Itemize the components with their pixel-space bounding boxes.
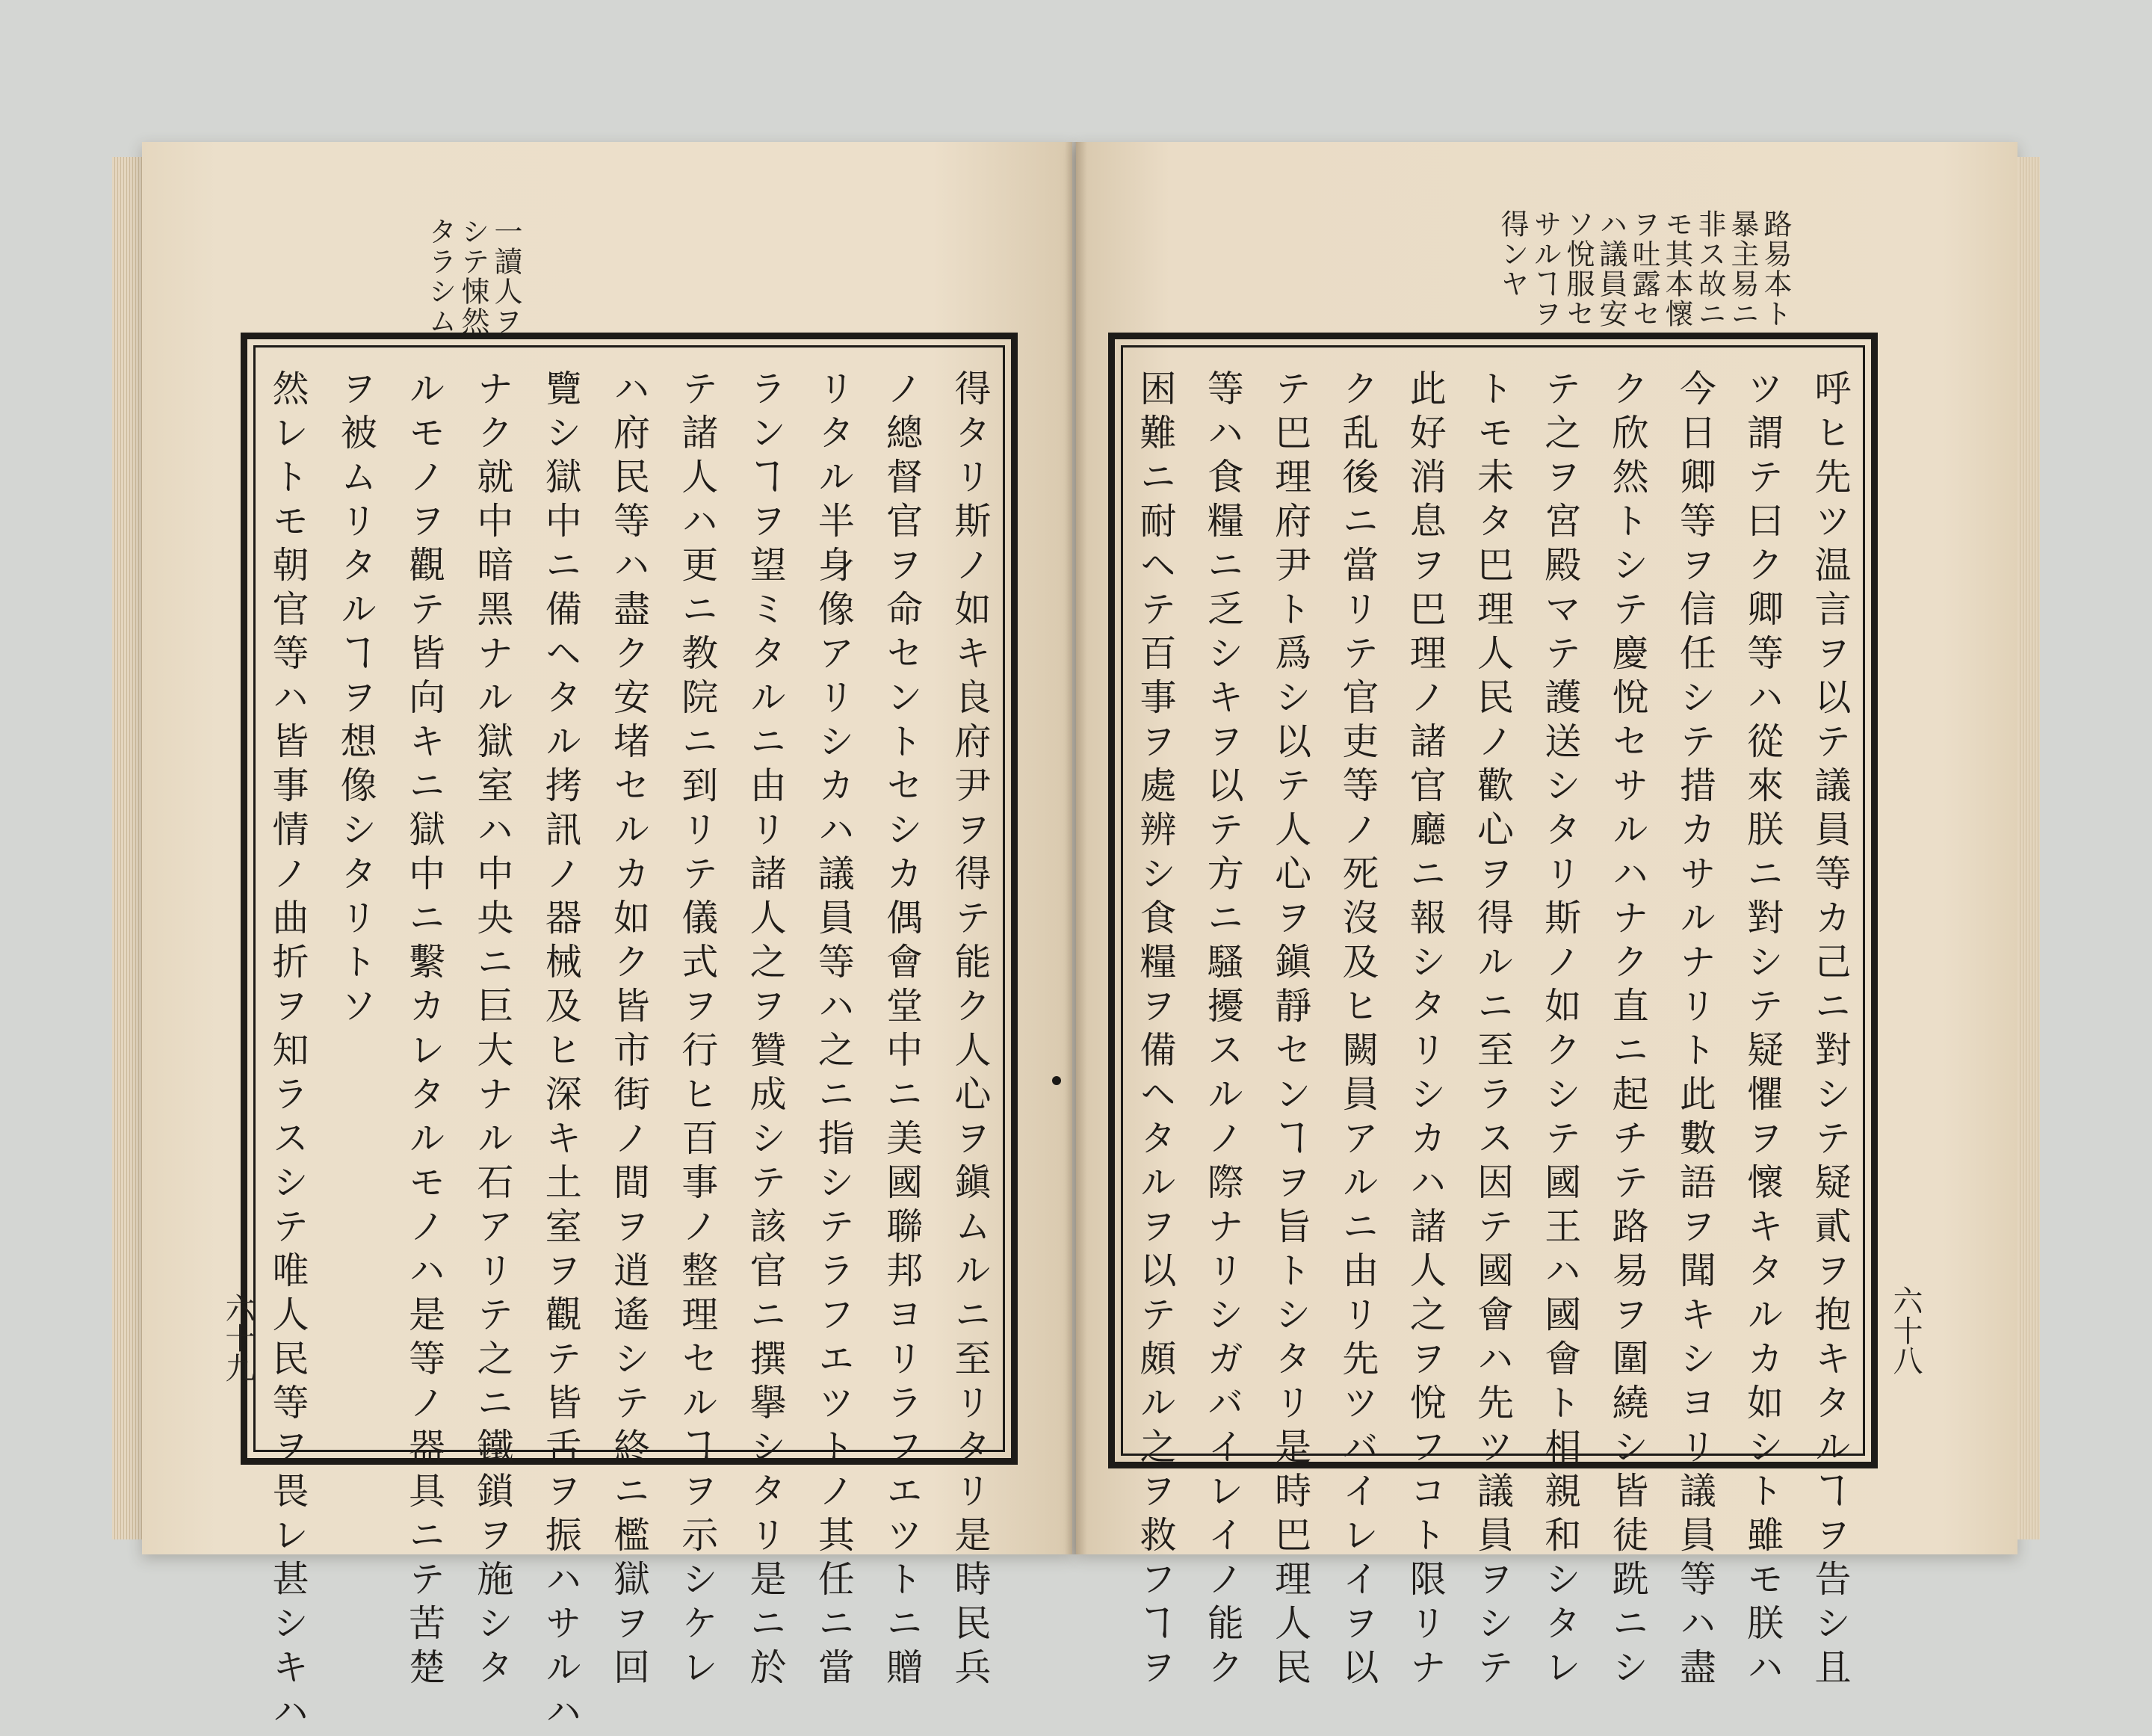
text-column: ランヿヲ望ミタルニ由リ諸人之ヲ贊成シテ該官ニ撰擧シタリ是ニ於 xyxy=(744,369,788,1692)
left-text-columns xyxy=(267,369,992,1736)
right-page-edges xyxy=(2018,157,2040,1539)
text-column: 困難ニ耐ヘテ百事ヲ處辨シ食糧ヲ備ヘタルヲ以テ頗ル之ヲ救フヿヲ xyxy=(1134,369,1177,1692)
right-text-columns xyxy=(1134,369,1852,1692)
book-gutter xyxy=(1065,142,1087,1554)
headnote-line: モ其本懷 xyxy=(1660,209,1693,329)
headnote-line: サルヿヲ xyxy=(1529,209,1562,329)
text-column: 呼ヒ先ツ温言ヲ以テ議員等カ己ニ對シテ疑貳ヲ抱キタルヿヲ告シ且 xyxy=(1808,369,1852,1692)
text-column: 然レトモ朝官等ハ皆事情ノ曲折ヲ知ラスシテ唯人民等ヲ畏レ甚シキハ xyxy=(267,369,309,1736)
text-column: ツ謂テ曰ク卿等ハ從來朕ニ對シテ疑懼ヲ懷キタルカ如シト雖モ朕ハ xyxy=(1741,369,1784,1692)
text-column: ク欣然トシテ慶悅セサルハナク直ニ起チテ路易ヲ圍繞シ皆徒跣ニシ xyxy=(1607,369,1650,1692)
headnote-line: シテ悚然 xyxy=(457,217,489,336)
text-column: ク乱後ニ當リテ官吏等ノ死沒及ヒ闕員アルニ由リ先ツバイレイヲ以 xyxy=(1336,369,1379,1692)
text-column: ハ府民等ハ盡ク安堵セルカ如ク皆市街ノ間ヲ逍遙シテ終ニ檻獄ヲ回 xyxy=(607,369,651,1692)
headnote-line: 得ンヤ xyxy=(1496,209,1529,299)
text-column: ノ總督官ヲ命セントセシカ偶會堂中ニ美國聯邦ヨリラフエツトニ贈 xyxy=(880,369,924,1692)
text-column: 得タリ斯ノ如キ良府尹ヲ得テ能ク人心ヲ鎭ムルニ至リタリ是時民兵 xyxy=(948,369,992,1692)
text-column: トモ未タ巴理人民ノ歡心ヲ得ルニ至ラス因テ國會ハ先ツ議員ヲシテ xyxy=(1471,369,1515,1692)
text-column: テ之ヲ宮殿マテ護送シタリ斯ノ如クシテ國王ハ國會ト相親和シタレ xyxy=(1539,369,1582,1692)
text-column: テ諸人ハ更ニ教院ニ到リテ儀式ヲ行ヒ百事ノ整理セルヿヲ示シケレ xyxy=(675,369,719,1692)
right-text-frame xyxy=(1108,333,1878,1692)
text-column: 覽シ獄中ニ備ヘタル拷訊ノ器械及ヒ深キ土室ヲ觀テ皆舌ヲ振ハサルハ xyxy=(539,369,583,1736)
text-column: ナク就中暗黑ナル獄室ハ中央ニ巨大ナル石アリテ之ニ鐵鎖ヲ施シタ xyxy=(471,369,514,1692)
headnote-line: 非ス故ニ xyxy=(1693,209,1726,329)
headnote-line: 路易本ト xyxy=(1759,209,1792,329)
left-headnote xyxy=(426,217,520,336)
headnote-line: ヲ吐露セ xyxy=(1627,209,1660,329)
right-page-number: 六十八 xyxy=(1888,1285,1923,1375)
headnote-line: ハ議員安 xyxy=(1595,209,1627,329)
text-column: ヲ被ムリタルヿヲ想像シタリトソ xyxy=(335,369,378,1031)
headnote-line: タラシム xyxy=(424,217,457,336)
headnote-line: 暴主易ニ xyxy=(1726,209,1759,329)
headnote-line: ソ悅服セ xyxy=(1562,209,1595,329)
text-column: リタル半身像アリシカハ議員等ハ之ニ指シテラフエツトノ其任ニ當 xyxy=(812,369,856,1692)
headnote-line: 一讀人ヲ xyxy=(489,217,522,336)
binding-hole-mark xyxy=(1052,1076,1061,1085)
text-column: 今日卿等ヲ信任シテ措カサルナリト此數語ヲ聞キシヨリ議員等ハ盡 xyxy=(1674,369,1717,1692)
left-page-edges xyxy=(112,157,142,1539)
text-column: テ巴理府尹ト爲シ以テ人心ヲ鎭靜センヿヲ旨トシタリ是時巴理人民 xyxy=(1269,369,1312,1692)
right-headnote xyxy=(1498,209,1790,329)
text-column: ルモノヲ觀テ皆向キニ獄中ニ繫カレタルモノハ是等ノ器具ニテ苦楚 xyxy=(403,369,446,1692)
text-column: 此好消息ヲ巴理ノ諸官廳ニ報シタリシカハ諸人之ヲ悅フコト限リナ xyxy=(1404,369,1447,1692)
text-column: 等ハ食糧ニ乏シキヲ以テ方ニ騷擾スルノ際ナリシガバイレイノ能ク xyxy=(1202,369,1245,1692)
left-text-frame xyxy=(241,333,1018,1736)
left-page-number: 六十九 xyxy=(220,1293,255,1383)
